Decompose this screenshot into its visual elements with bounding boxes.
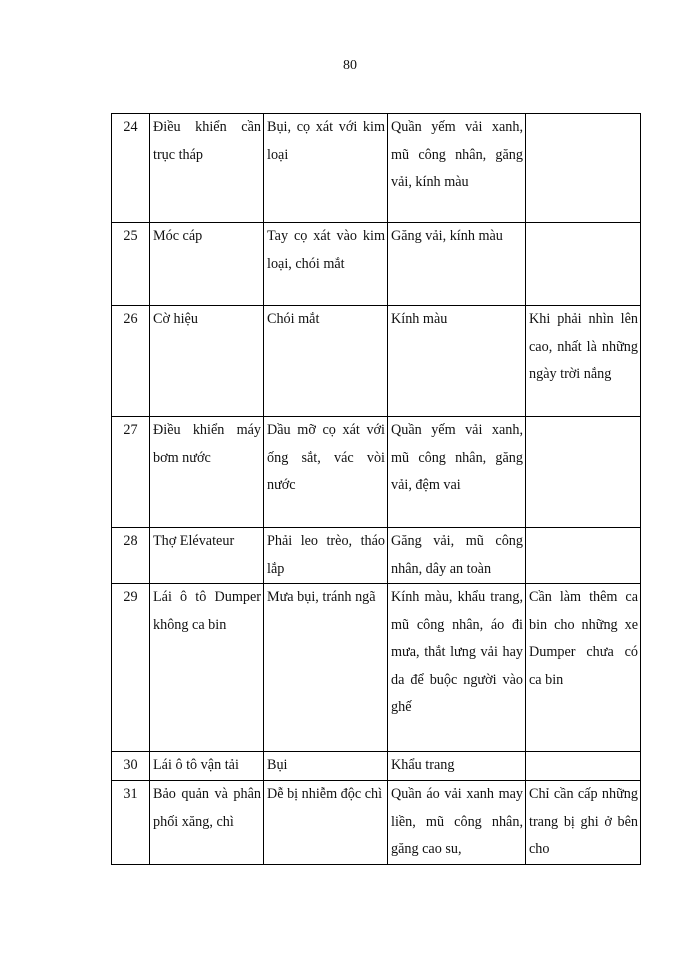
row-number: 29 xyxy=(112,584,150,752)
page-number: 80 xyxy=(343,58,357,73)
equipment-cell: Găng vải, kính màu xyxy=(388,223,526,306)
table-row xyxy=(112,752,641,781)
table-row xyxy=(112,584,641,752)
job-cell: Thợ Elévateur xyxy=(150,528,264,584)
equipment-cell: Găng vải, mũ công nhân, dây an toàn xyxy=(388,528,526,584)
row-number: 28 xyxy=(112,528,150,584)
table-row xyxy=(112,114,641,223)
table-row xyxy=(112,528,641,584)
row-number: 31 xyxy=(112,781,150,865)
note-cell xyxy=(526,752,641,781)
hazard-cell: Tay cọ xát vào kim loại, chói mắt xyxy=(264,223,388,306)
row-number: 27 xyxy=(112,417,150,528)
hazard-cell: Phải leo trèo, tháo lắp xyxy=(264,528,388,584)
hazard-cell: Mưa bụi, tránh ngã xyxy=(264,584,388,752)
equipment-cell: Quần yếm vải xanh, mũ công nhân, găng vải, kính màu xyxy=(388,114,526,223)
table-row xyxy=(112,781,641,865)
hazard-cell: Bụi xyxy=(264,752,388,781)
note-cell: Chỉ cần cấp những trang bị ghi ở bên cho xyxy=(526,781,641,865)
protective-equipment-table xyxy=(111,113,641,865)
table-row xyxy=(112,306,641,417)
equipment-cell: Quần yếm vải xanh, mũ công nhân, găng vải, đệm vai xyxy=(388,417,526,528)
hazard-cell: Dễ bị nhiễm độc chì xyxy=(264,781,388,865)
row-number: 26 xyxy=(112,306,150,417)
job-cell: Cờ hiệu xyxy=(150,306,264,417)
hazard-cell: Dầu mỡ cọ xát với ống sắt, vác vòi nước xyxy=(264,417,388,528)
hazard-cell: Chói mắt xyxy=(264,306,388,417)
hazard-cell: Bụi, cọ xát với kim loại xyxy=(264,114,388,223)
note-cell xyxy=(526,223,641,306)
job-cell: Điều khiển máy bơm nước xyxy=(150,417,264,528)
note-cell: Cần làm thêm ca bin cho những xe Dumper chưa có ca bin xyxy=(526,584,641,752)
job-cell: Lái ô tô vận tải xyxy=(150,752,264,781)
equipment-cell: Khẩu trang xyxy=(388,752,526,781)
job-cell: Điều khiển cần trục tháp xyxy=(150,114,264,223)
note-cell xyxy=(526,114,641,223)
row-number: 24 xyxy=(112,114,150,223)
note-cell: Khi phải nhìn lên cao, nhất là những ngày trời nắng xyxy=(526,306,641,417)
note-cell xyxy=(526,528,641,584)
job-cell: Lái ô tô Dumper không ca bin xyxy=(150,584,264,752)
table-row xyxy=(112,223,641,306)
row-number: 30 xyxy=(112,752,150,781)
note-cell xyxy=(526,417,641,528)
equipment-cell: Quần áo vải xanh may liền, mũ công nhân, găng cao su, xyxy=(388,781,526,865)
job-cell: Móc cáp xyxy=(150,223,264,306)
equipment-cell: Kính màu xyxy=(388,306,526,417)
equipment-cell: Kính màu, khẩu trang, mũ công nhân, áo đi mưa, thắt lưng vải hay da để buộc người vào ghế xyxy=(388,584,526,752)
job-cell: Bảo quản và phân phối xăng, chì xyxy=(150,781,264,865)
table-row xyxy=(112,417,641,528)
row-number: 25 xyxy=(112,223,150,306)
